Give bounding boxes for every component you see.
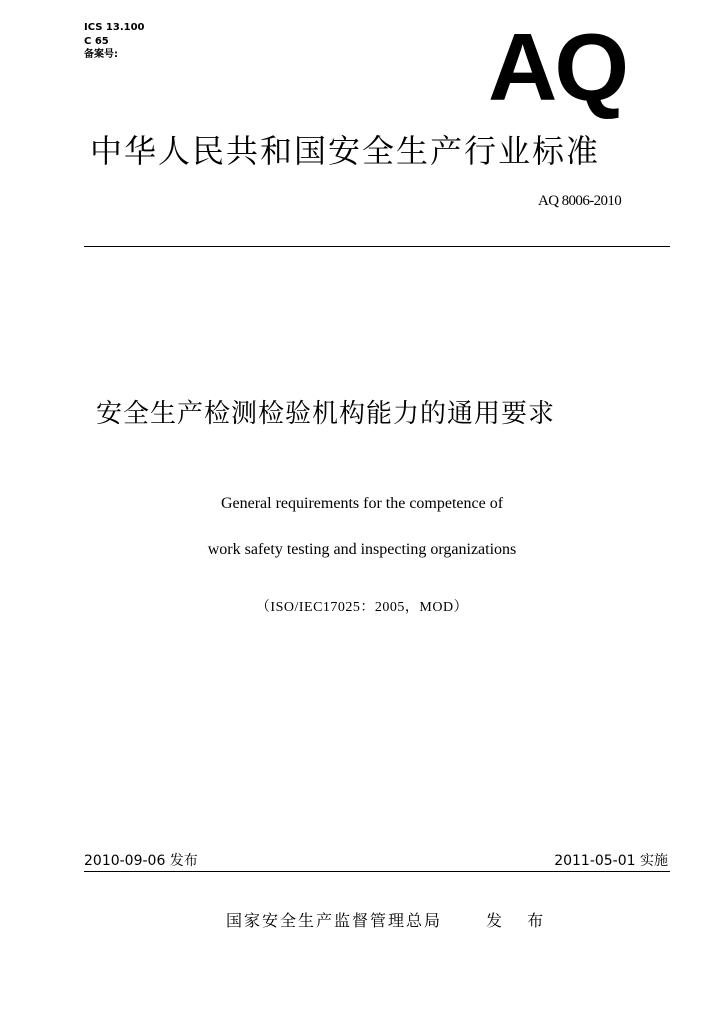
implementation-date: 2011-05-01 实施 [554,853,668,869]
title-english-line-1: General requirements for the competence of [220,495,504,512]
top-divider [84,246,670,247]
record-number-label: 备案号: [84,49,118,60]
aq-logo: AQ [488,14,626,121]
bottom-divider [84,871,670,872]
publisher-name: 国家安全生产监督管理总局 [226,911,443,930]
issue-date: 2010-09-06 发布 [84,853,198,869]
ics-number: ICS 13.100 [84,22,145,33]
classification-code: C 65 [84,36,109,47]
publish-label: 发 布 [486,911,554,930]
title-english-line-2: work safety testing and inspecting organizations [207,541,517,558]
adoption-note: （ISO/IEC17025：2005，MOD） [255,600,469,615]
title-chinese: 安全生产检测检验机构能力的通用要求 [96,399,556,429]
standard-category: 中华人民共和国安全生产行业标准 [90,132,601,170]
standard-code: AQ 8006-2010 [538,193,622,209]
